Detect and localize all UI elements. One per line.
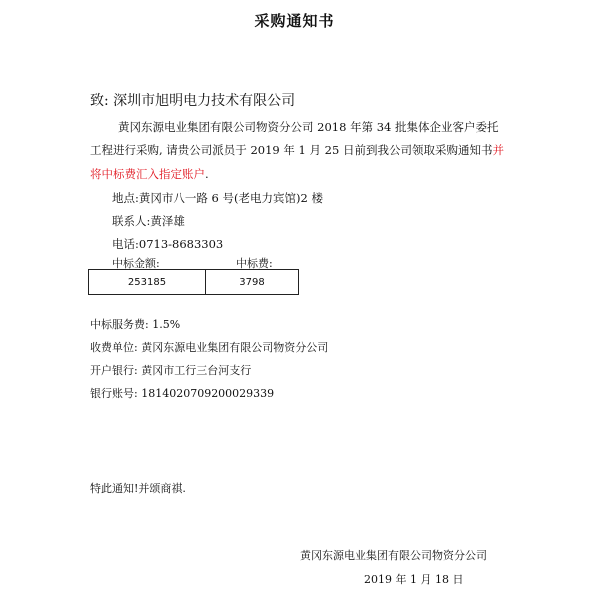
signature-date: 2019 年 1 月 18 日 [364, 573, 464, 586]
body-line-3-end: . [205, 167, 209, 181]
bid-amount-value: 253185 [89, 270, 206, 295]
body-line-2-text: 工程进行采购, 请贵公司派员于 2019 年 1 月 25 日前到我公司领取采购通知书 [90, 143, 493, 157]
account-line: 银行账号: 1814020709200029339 [90, 387, 275, 400]
closing-line: 特此通知!并颂商祺. [90, 482, 186, 495]
body-line-3-highlight: 将中标费汇入指定账户 [90, 167, 205, 181]
body-line-2-highlight: 并 [492, 143, 504, 157]
address-line: 地点:黄冈市八一路 6 号(老电力宾馆)2 楼 [112, 191, 323, 205]
body-line-1: 黄冈东源电业集团有限公司物资分公司 2018 年第 34 批集体企业客户委托 [118, 120, 499, 134]
phone-line: 电话:0713-8683303 [112, 237, 224, 251]
body-line-2 [90, 142, 504, 158]
payee-line: 收费单位: 黄冈东源电业集团有限公司物资分公司 [90, 341, 329, 354]
table-row [89, 270, 299, 295]
signature-org: 黄冈东源电业集团有限公司物资分公司 [300, 549, 487, 562]
bid-fee-label: 中标费: [236, 257, 273, 270]
bid-amount-label: 中标金额: [112, 257, 160, 270]
page-title: 采购通知书 [254, 12, 335, 30]
recipient-line: 致: 深圳市旭明电力技术有限公司 [90, 93, 296, 109]
body-line-3 [90, 166, 209, 182]
service-fee-line: 中标服务费: 1.5% [90, 318, 181, 331]
amount-table [88, 269, 299, 295]
bid-fee-value: 3798 [206, 270, 299, 295]
bank-line: 开户银行: 黄冈市工行三台河支行 [90, 364, 252, 377]
contact-line: 联系人:黄泽雄 [112, 214, 185, 228]
